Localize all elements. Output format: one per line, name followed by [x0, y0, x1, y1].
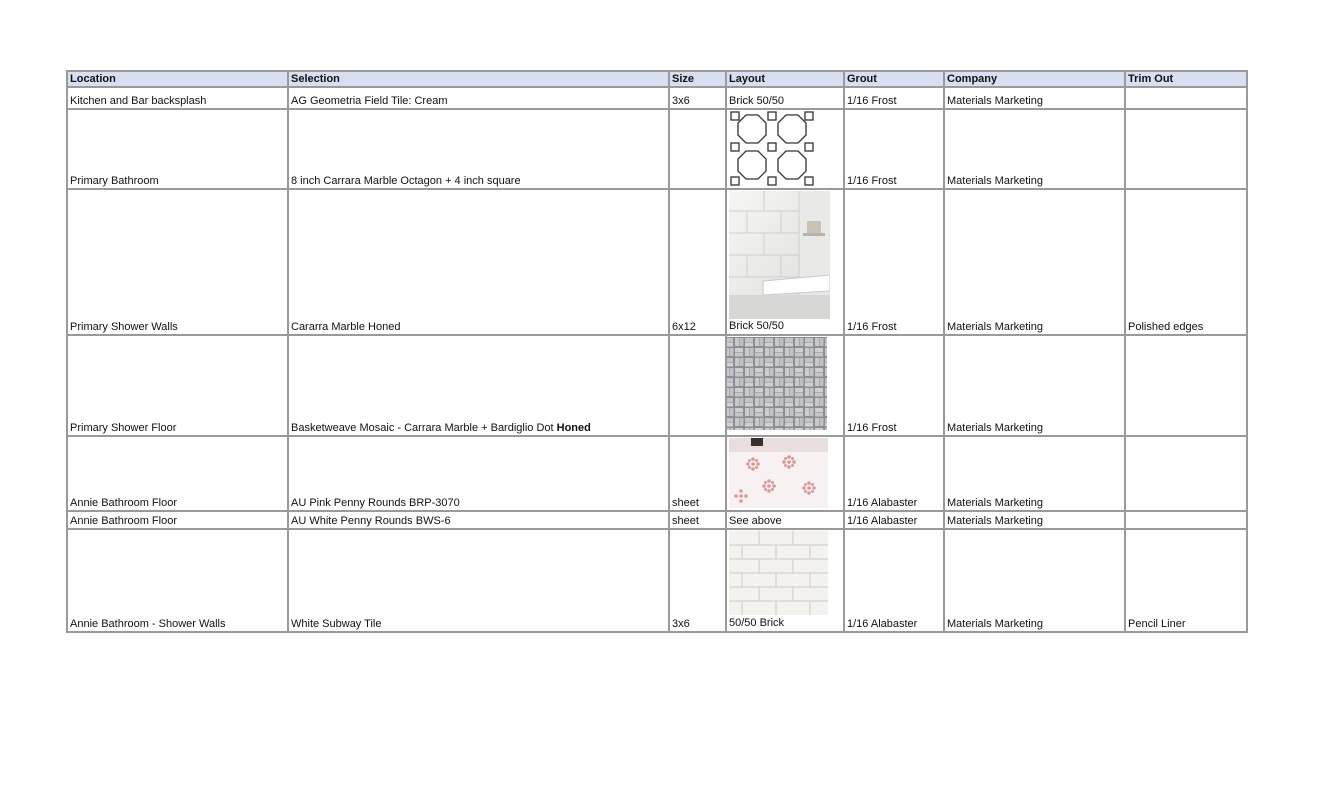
cell-company: Materials Marketing	[944, 529, 1125, 632]
cell-layout	[726, 529, 844, 632]
cell-selection	[288, 335, 669, 436]
header-trim-out: Trim Out	[1125, 71, 1247, 87]
cell-grout: 1/16 Alabaster	[844, 511, 944, 529]
cell-trim	[1125, 87, 1247, 109]
cell-size	[669, 335, 726, 436]
cell-selection: White Subway Tile	[288, 529, 669, 632]
cell-grout: 1/16 Alabaster	[844, 436, 944, 511]
cell-trim: Pencil Liner	[1125, 529, 1247, 632]
cell-grout: 1/16 Frost	[844, 87, 944, 109]
tile-selection-table	[66, 70, 1248, 633]
cell-location: Kitchen and Bar backsplash	[67, 87, 288, 109]
cell-company: Materials Marketing	[944, 87, 1125, 109]
cell-location: Annie Bathroom - Shower Walls	[67, 529, 288, 632]
cell-location: Primary Bathroom	[67, 109, 288, 189]
table-row	[67, 335, 1247, 436]
cell-location: Annie Bathroom Floor	[67, 436, 288, 511]
cell-selection: AG Geometria Field Tile: Cream	[288, 87, 669, 109]
header-location: Location	[67, 71, 288, 87]
cell-size: 6x12	[669, 189, 726, 335]
cell-layout	[726, 335, 844, 436]
cell-grout: 1/16 Frost	[844, 335, 944, 436]
table-row	[67, 436, 1247, 511]
cell-trim: Polished edges	[1125, 189, 1247, 335]
cell-selection: AU White Penny Rounds BWS-6	[288, 511, 669, 529]
basketweave-mosaic-photo	[726, 337, 827, 430]
header-layout: Layout	[726, 71, 844, 87]
table-row	[67, 189, 1247, 335]
cell-trim	[1125, 335, 1247, 436]
header-size: Size	[669, 71, 726, 87]
cell-size: 3x6	[669, 529, 726, 632]
cell-location: Annie Bathroom Floor	[67, 511, 288, 529]
header-selection: Selection	[288, 71, 669, 87]
cell-size	[669, 109, 726, 189]
header-company: Company	[944, 71, 1125, 87]
table-row	[67, 87, 1247, 109]
cell-size: 3x6	[669, 87, 726, 109]
cell-size: sheet	[669, 511, 726, 529]
cell-company: Materials Marketing	[944, 335, 1125, 436]
layout-text: 50/50 Brick	[729, 617, 785, 629]
cell-layout	[726, 436, 844, 511]
white-subway-photo	[729, 531, 828, 615]
table-row	[67, 511, 1247, 529]
cell-company: Materials Marketing	[944, 109, 1125, 189]
cell-layout: See above	[726, 511, 844, 529]
header-row	[67, 71, 1247, 87]
cell-grout: 1/16 Frost	[844, 189, 944, 335]
cell-selection: Cararra Marble Honed	[288, 189, 669, 335]
cell-selection: AU Pink Penny Rounds BRP-3070	[288, 436, 669, 511]
cell-company: Materials Marketing	[944, 511, 1125, 529]
selection-text: Basketweave Mosaic - Carrara Marble + Bardiglio Dot	[291, 422, 557, 434]
header-grout: Grout	[844, 71, 944, 87]
cell-layout: Brick 50/50	[726, 87, 844, 109]
marble-shower-photo	[729, 191, 830, 319]
cell-company: Materials Marketing	[944, 436, 1125, 511]
pink-penny-rounds-photo	[729, 438, 828, 508]
layout-text: Brick 50/50	[729, 320, 785, 332]
cell-size: sheet	[669, 436, 726, 511]
cell-company: Materials Marketing	[944, 189, 1125, 335]
table-row	[67, 529, 1247, 632]
cell-trim	[1125, 511, 1247, 529]
cell-grout: 1/16 Frost	[844, 109, 944, 189]
cell-layout	[726, 109, 844, 189]
cell-trim	[1125, 109, 1247, 189]
cell-trim	[1125, 436, 1247, 511]
selection-bold-text: Honed	[556, 422, 591, 434]
cell-location: Primary Shower Walls	[67, 189, 288, 335]
cell-selection: 8 inch Carrara Marble Octagon + 4 inch square	[288, 109, 669, 189]
table-row	[67, 109, 1247, 189]
cell-grout: 1/16 Alabaster	[844, 529, 944, 632]
octagon-square-pattern-image	[729, 111, 815, 187]
cell-layout	[726, 189, 844, 335]
cell-location: Primary Shower Floor	[67, 335, 288, 436]
